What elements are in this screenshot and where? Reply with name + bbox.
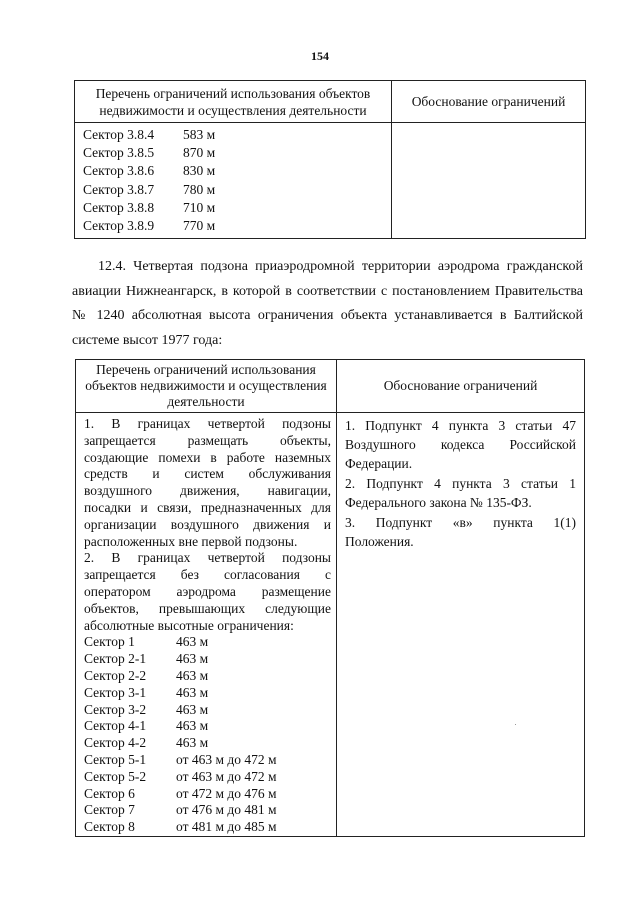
- restrictions-text: [84, 416, 331, 634]
- list-item: [83, 217, 391, 235]
- sector-height-list: [84, 634, 331, 836]
- list-item: [84, 802, 331, 819]
- list-item: [84, 819, 331, 836]
- sector-height: 463 м: [176, 634, 209, 650]
- sector-name: Сектор 3-1: [84, 684, 147, 700]
- restrictions-cell: [76, 413, 337, 837]
- sector-list-cell: [75, 123, 392, 239]
- sector-height: от 463 м до 472 м: [176, 751, 277, 767]
- list-item: [83, 199, 391, 217]
- paragraph-text: 12.4. Четвертая подзона приаэродромной территории аэродрома гражданской авиации Нижнеангарск, в которой в соответствии с постановлением Правительства № 1240 абсолютная высота ограничения объекта устанавливается в Балтийской системе высот 1977 года:: [72, 259, 583, 348]
- sector-name: Сектор 2-2: [84, 667, 147, 683]
- basis-cell: [337, 413, 585, 837]
- sector-height: 710 м: [183, 199, 216, 215]
- sector-name: Сектор 7: [84, 802, 135, 818]
- sector-name: Сектор 2-1: [84, 651, 147, 667]
- list-item: [84, 685, 331, 702]
- list-item: [84, 786, 331, 803]
- sector-name: Сектор 3-2: [84, 701, 147, 717]
- basis-item-2: 2. Подпункт 4 пункта 3 статьи 1 Федерального закона № 135-ФЗ.: [345, 476, 576, 510]
- sector-name: Сектор 3.8.4: [83, 127, 155, 142]
- restrictions-table-continued: [74, 80, 586, 239]
- list-item: [84, 702, 331, 719]
- section-paragraph: [72, 255, 583, 353]
- sector-height: 463 м: [176, 701, 209, 717]
- list-item: [84, 735, 331, 752]
- sector-height: 770 м: [183, 218, 216, 234]
- sector-height: 583 м: [183, 127, 216, 142]
- sector-height: 780 м: [183, 181, 216, 197]
- sector-name: Сектор 1: [84, 634, 135, 650]
- sector-height: от 472 м до 476 м: [176, 785, 277, 801]
- sector-height: 830 м: [183, 163, 216, 179]
- table-row: [75, 123, 586, 239]
- table-row: [76, 413, 585, 837]
- sector-name: Сектор 4-2: [84, 735, 147, 751]
- list-item: [84, 718, 331, 735]
- sector-height: 870 м: [183, 145, 216, 161]
- restriction-item-2: 2. В границах четвертой подзоны запрещается без согласования с оператором аэродрома размещение объектов, превышающих следующие абсолютные высотные ограничения:: [84, 550, 331, 633]
- list-item: [84, 668, 331, 685]
- list-item: [83, 162, 391, 180]
- table-header-row: [75, 81, 586, 123]
- column-header-restrictions: Перечень ограничений использования объектов недвижимости и осуществления деятельности: [75, 81, 392, 123]
- list-item: [84, 634, 331, 651]
- restrictions-table-subzone-4: [75, 359, 585, 837]
- basis-item-1: 1. Подпункт 4 пункта 3 статьи 47 Воздушного кодекса Российской Федерации.: [345, 418, 576, 471]
- sector-name: Сектор 8: [84, 819, 135, 835]
- sector-name: Сектор 5-1: [84, 751, 147, 767]
- sector-name: Сектор 4-1: [84, 718, 147, 734]
- sector-height: 463 м: [176, 735, 209, 751]
- sector-height: 463 м: [176, 651, 209, 667]
- sector-name: Сектор 3.8.7: [83, 181, 155, 197]
- list-item: [83, 144, 391, 162]
- column-header-basis: Обоснование ограничений: [337, 360, 585, 413]
- table-header-row: [76, 360, 585, 413]
- sector-name: Сектор 6: [84, 785, 135, 801]
- basis-list: [345, 416, 576, 551]
- column-header-restrictions: Перечень ограничений использования объектов недвижимости и осуществления деятельности: [76, 360, 337, 413]
- sector-height: 463 м: [176, 718, 209, 734]
- sector-name: Сектор 3.8.5: [83, 145, 155, 161]
- list-item: [84, 651, 331, 668]
- sector-height: 463 м: [176, 667, 209, 683]
- sector-height: от 463 м до 472 м: [176, 768, 277, 784]
- basis-item-3: 3. Подпункт «в» пункта 1(1) Положения.: [345, 515, 576, 549]
- list-item: [83, 126, 391, 144]
- list-item: [84, 769, 331, 786]
- sector-name: Сектор 3.8.6: [83, 163, 155, 179]
- scan-speck: [515, 724, 516, 725]
- page-number: 154: [311, 49, 329, 63]
- basis-cell-empty: [392, 123, 586, 239]
- sector-height: 463 м: [176, 684, 209, 700]
- sector-height: от 476 м до 481 м: [176, 802, 277, 818]
- list-item: [83, 181, 391, 199]
- sector-name: Сектор 3.8.9: [83, 218, 155, 234]
- sector-name: Сектор 3.8.8: [83, 199, 155, 215]
- restriction-item-1: 1. В границах четвертой подзоны запрещается размещать объекты, создающие помехи в работе наземных средств и систем обслуживания воздушного движения, навигации, посадки и связи, предназначенных для организации воздушного движения и расположенных вне первой подзоны.: [84, 416, 331, 549]
- column-header-basis: Обоснование ограничений: [392, 81, 586, 123]
- sector-name: Сектор 5-2: [84, 768, 147, 784]
- list-item: [84, 752, 331, 769]
- sector-height: от 481 м до 485 м: [176, 819, 277, 835]
